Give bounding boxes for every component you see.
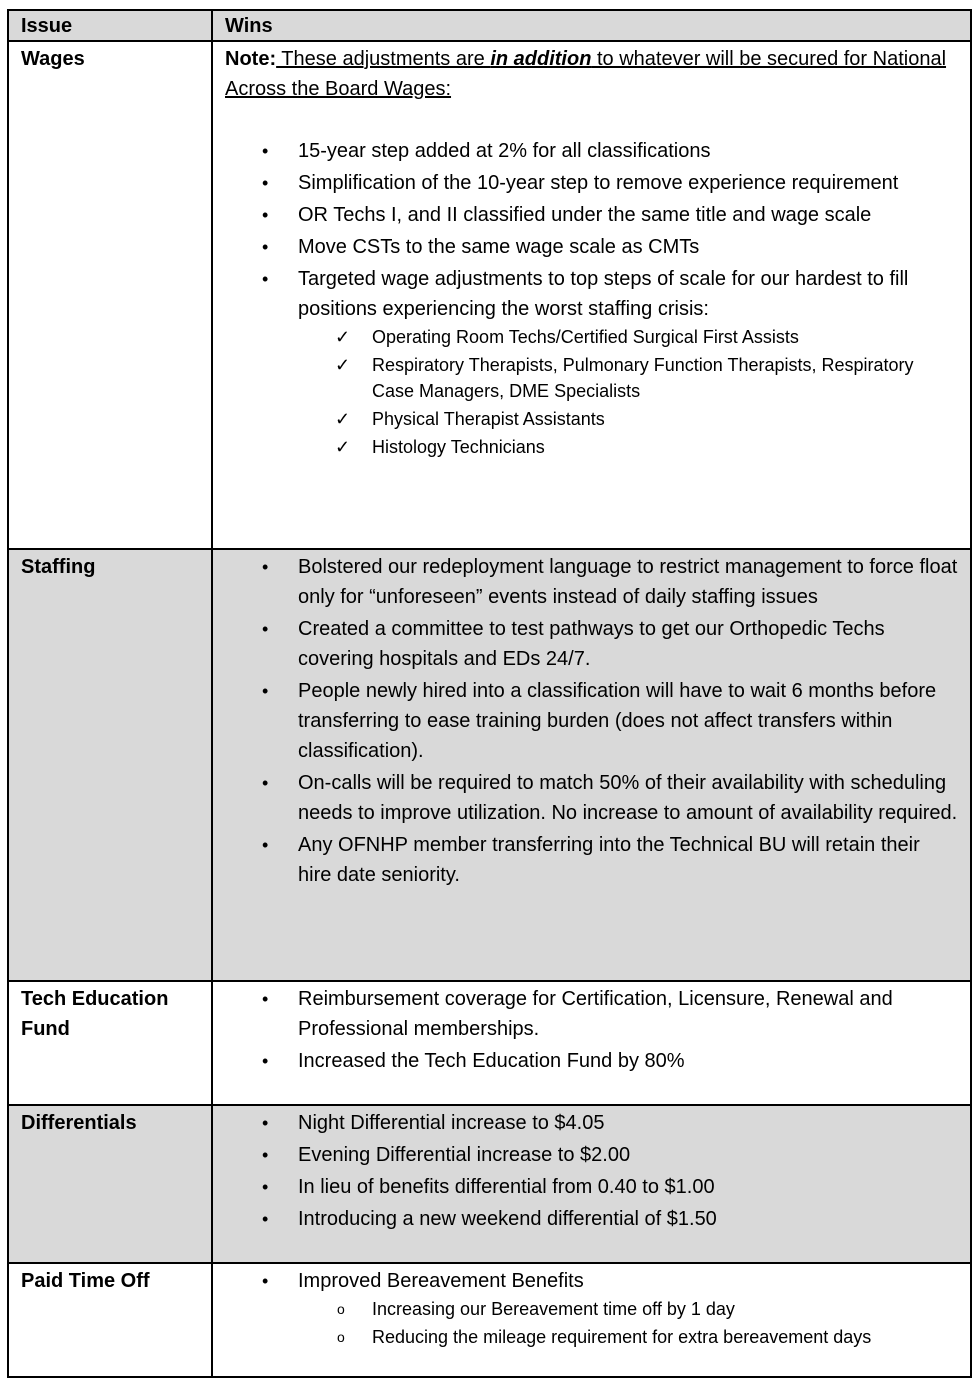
pto-sublist (298, 1296, 958, 1350)
pto-list (225, 1266, 958, 1350)
bullet-icon: • (262, 557, 269, 577)
list-item: • Evening Differential increase to $2.00 (225, 1140, 958, 1170)
list-item: • OR Techs I, and II classified under the same title and wage scale (225, 200, 958, 230)
bullet-icon: • (262, 619, 269, 639)
bullet-icon: • (262, 835, 269, 855)
bullet-icon: • (262, 773, 269, 793)
sub-list-item: ✓ Histology Technicians (298, 434, 958, 460)
list-item: • Any OFNHP member transferring into the Technical BU will retain their hire date seniority. (225, 830, 958, 890)
list-item: • On-calls will be required to match 50% of their availability with scheduling needs to improve utilization. No increase to amount of availability required. (225, 768, 958, 828)
note-text: These adjustments are in addition to whatever will be secured for National Across the Board Wages: (225, 48, 947, 100)
bullet-icon: • (262, 237, 269, 257)
bullet-icon: • (262, 173, 269, 193)
row-wages (8, 41, 971, 549)
bullet-icon: • (262, 1271, 269, 1291)
sub-list-item: ✓ Physical Therapist Assistants (298, 406, 958, 432)
wins-cell (212, 549, 971, 981)
wages-note (225, 44, 958, 104)
staffing-list (225, 552, 958, 890)
checkmark-icon: ✓ (335, 327, 351, 347)
header-issue: Issue (8, 10, 212, 41)
wages-sublist (298, 324, 958, 460)
wins-cell (212, 41, 971, 549)
list-item: • People newly hired into a classification will have to wait 6 months before transferring to ease training burden (does not affect transfers within classification). (225, 676, 958, 766)
list-item: • Increased the Tech Education Fund by 80% (225, 1046, 958, 1076)
list-item: • 15-year step added at 2% for all classifications (225, 136, 958, 166)
note-emphasis: in addition (490, 48, 592, 70)
bullet-icon: • (262, 141, 269, 161)
issue-cell: Staffing (8, 549, 212, 981)
bullet-icon: • (262, 205, 269, 225)
checkmark-icon: ✓ (335, 409, 351, 429)
bullet-icon: • (262, 269, 269, 289)
checkmark-icon: ✓ (335, 355, 351, 375)
checkmark-icon: ✓ (335, 437, 351, 457)
row-staffing (8, 549, 971, 981)
bullet-icon: • (262, 1145, 269, 1165)
wins-cell (212, 1105, 971, 1263)
bullet-icon: • (262, 681, 269, 701)
bullet-icon: • (262, 1051, 269, 1071)
bullet-icon: • (262, 1209, 269, 1229)
list-item: • Reimbursement coverage for Certification, Licensure, Renewal and Professional memberships. (225, 984, 958, 1044)
header-wins: Wins (212, 10, 971, 41)
list-item: • Night Differential increase to $4.05 (225, 1108, 958, 1138)
header-row (8, 10, 971, 41)
note-label: Note: (225, 48, 277, 70)
hollow-circle-icon: o (337, 1301, 345, 1317)
wins-cell (212, 981, 971, 1105)
wages-list (225, 136, 958, 460)
tech-education-list (225, 984, 958, 1076)
sub-list-item: ✓ Operating Room Techs/Certified Surgical First Assists (298, 324, 958, 350)
list-item: • Move CSTs to the same wage scale as CMTs (225, 232, 958, 262)
list-item: • Introducing a new weekend differential of $1.50 (225, 1204, 958, 1234)
differentials-list (225, 1108, 958, 1234)
issue-cell: Wages (8, 41, 212, 549)
sub-list-item: o Reducing the mileage requirement for extra bereavement days (298, 1324, 958, 1350)
sub-list-item: ✓ Respiratory Therapists, Pulmonary Function Therapists, Respiratory Case Managers, DME Specialists (298, 352, 958, 404)
wins-table (7, 9, 972, 1378)
bullet-icon: • (262, 989, 269, 1009)
row-paid-time-off (8, 1263, 971, 1377)
list-item: • Improved Bereavement Benefits o Increasing our Bereavement time off by 1 day o Reducing the mileage requirement for extra bereavement days (225, 1266, 958, 1350)
row-tech-education-fund (8, 981, 971, 1105)
list-item: • Created a committee to test pathways to get our Orthopedic Techs covering hospitals and EDs 24/7. (225, 614, 958, 674)
issue-cell: Differentials (8, 1105, 212, 1263)
list-item: • Targeted wage adjustments to top steps of scale for our hardest to fill positions experiencing the worst staffing crisis: ✓ Operating Room Techs/Certified Surgical First Assists ✓ Respiratory Therapists, Pulmonary Function Therapists, Respiratory Case Managers, DME Specialists ✓ Physical Therapist Assistants ✓ Histology Technicians (225, 264, 958, 460)
wins-cell (212, 1263, 971, 1377)
list-item: • Simplification of the 10-year step to remove experience requirement (225, 168, 958, 198)
issue-cell: Tech Education Fund (8, 981, 212, 1105)
list-item: • Bolstered our redeployment language to restrict management to force float only for “unforeseen” events instead of daily staffing issues (225, 552, 958, 612)
bullet-icon: • (262, 1177, 269, 1197)
sub-list-item: o Increasing our Bereavement time off by 1 day (298, 1296, 958, 1322)
issue-cell: Paid Time Off (8, 1263, 212, 1377)
bullet-icon: • (262, 1113, 269, 1133)
row-differentials (8, 1105, 971, 1263)
hollow-circle-icon: o (337, 1329, 345, 1345)
list-item: • In lieu of benefits differential from 0.40 to $1.00 (225, 1172, 958, 1202)
